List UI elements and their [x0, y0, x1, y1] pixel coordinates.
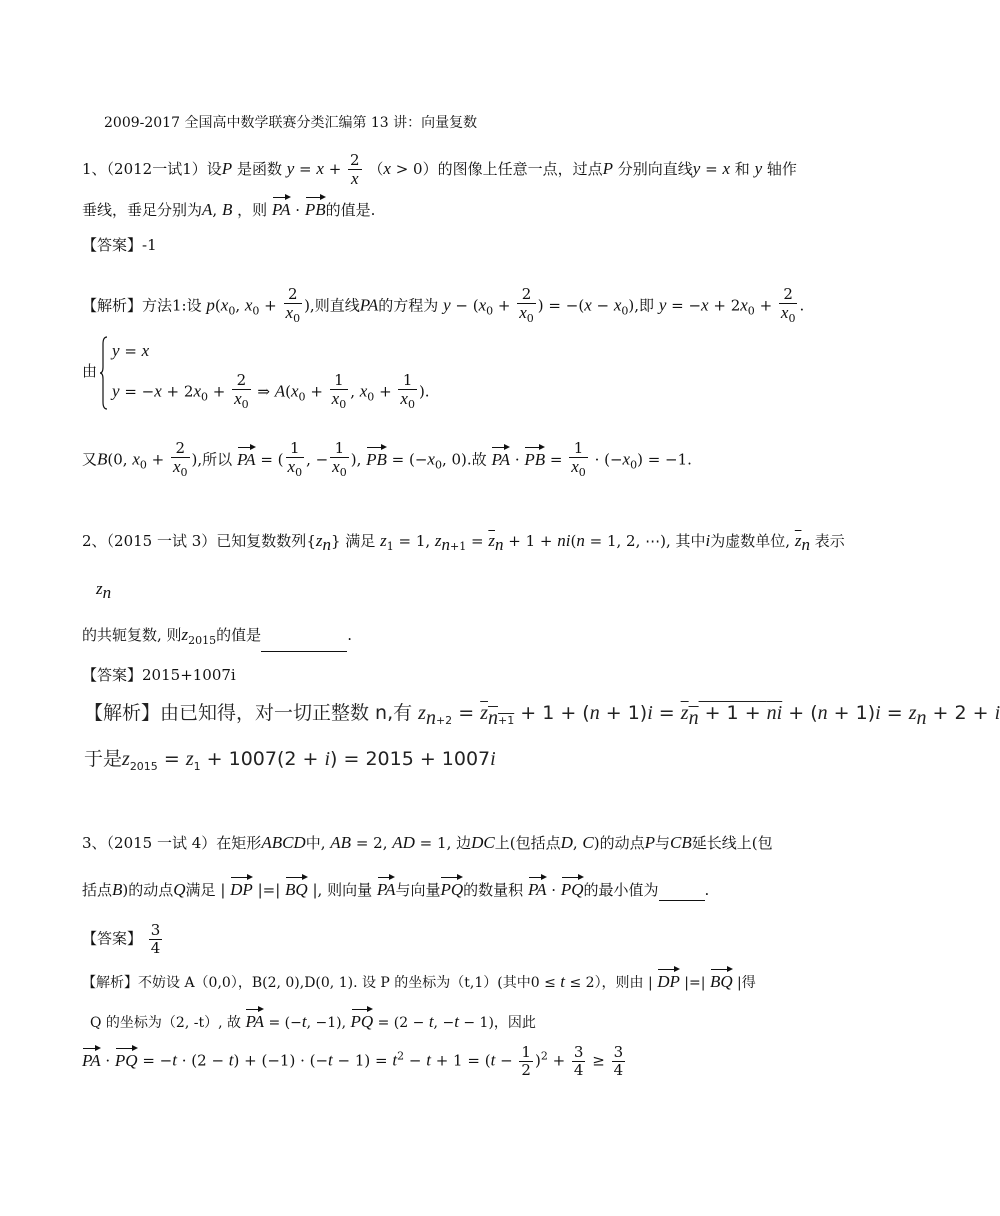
page-title: 2009-2017 全国高中数学联赛分类汇编第 13 讲：向量复数: [104, 115, 478, 131]
q3-solution-line2: Q 的坐标为（2, -t）, 故 PA = (−t, −1), PQ = (2 − t, −t − 1)，因此: [90, 1006, 536, 1034]
q3-stem-line2: 括点B)的动点Q满足 | DP |=| BQ |, 则向量 PA与向量PQ的数量积 PA · PQ的最小值为 .: [82, 874, 709, 901]
q3-stem-line1: 3、（2015 一试 4）在矩形ABCD中, AB = 2, AD = 1, 边DC上(包括点D, C)的动点P与CB延长线上(包: [82, 833, 773, 852]
q2-stem-zn: $z_n$: [96, 579, 112, 602]
q2-solution-line2: 于是$z_{2015} = z_1 + 1007(2 + i) = 2015 + 1007i$: [84, 748, 496, 773]
q3-solution-line3: PA · PQ = $-t \cdot (2 - t) + (-1) \cdot (-t - 1) = t^2 - t + 1 = (t$ − $\frac{1}{2}$ )$^2$ + $\frac{3}{4}$ ≥ $\frac{3}{4}$: [82, 1043, 624, 1079]
q2-answer-value: 2015+1007i: [142, 666, 236, 684]
q1-answer-value: -1: [142, 236, 157, 254]
q2-solution-line1: 【解析】由已知得，对一切正整数 n,有 $z_{n+2} = z_{n+1} + 1 + (n + 1)i = z_n + 1$ + ni + $(n + 1)i = z_n + 2 + i$: [84, 702, 1000, 729]
q1-answer: 【答案】-1: [82, 236, 157, 254]
q1-stem-line1: 1、（2012一试1）设P 是函数 y = x + $\frac{2}{x}$ （x > 0）的图像上任意一点，过点P 分别向直线y = x 和 y 轴作: [82, 151, 797, 188]
q1-solution-by: 由: [82, 362, 98, 380]
q3-answer-value: $\frac{3}{4}$: [150, 921, 161, 957]
answer-blank[interactable]: [659, 900, 705, 901]
q1-stem-line2: 垂线，垂足分别为A, B ，则 PA · PB的值是.: [82, 194, 375, 221]
q1-system-eq1: y = x: [112, 341, 150, 360]
q2-stem-line1: 2、（2015 一试 3）已知复数数列$\{z_n\}$ 满足 $z_1 = 1$, $z_{n+1} = \overline{z}_n + 1 + ni(n = 1$, 2, ⋯), 其中i为虚数单位, $\overline{z}_n$ 表示: [82, 531, 845, 554]
q1-system-eq2: $y = -x + 2x_0$ + $\frac{2}{x_0}$ ⇒ $A(x_0$ + $\frac{1}{x_0}$ , $x_0$ + $\frac{1}{x_0}$ ).: [112, 371, 430, 411]
q2-answer: 【答案】2015+1007i: [82, 666, 236, 684]
q2-stem-line2: 的共轭复数, 则$z_{2015}$的值是 .: [82, 624, 352, 652]
q1-solution-line3: 又B(0, $x_0$ + $\frac{2}{x_0}$ ),所以 PA = ( $\frac{1}{x_0}$ , − $\frac{1}{x_0}$ ), PB = ($-x_0$, 0).故 PA · PB = $\frac{1}{x_0}$ · $(-x_0) = -1$.: [82, 439, 692, 479]
answer-blank[interactable]: [261, 651, 347, 652]
q1-solution-line1: 【解析】方法1:设 $p(x_0$, $x_0$ + $\frac{2}{x_0}$ ),则直线PA的方程为 $y - (x_0$ + $\frac{2}{x_0}$ ) = $-(x - x_0)$,即 $y = -x + 2x_0$ + $\frac{2}{x_0}$ .: [82, 285, 805, 325]
q3-solution-line1: 【解析】不妨设 A（0,0），B(2, 0),D(0, 1). 设 P 的坐标为（t,1）(其中0 ≤ t ≤ 2），则由 | DP |=| BQ |得: [82, 966, 756, 994]
q3-answer: 【答案】 $\frac{3}{4}$: [82, 921, 161, 957]
brace-symbol: [100, 336, 108, 410]
